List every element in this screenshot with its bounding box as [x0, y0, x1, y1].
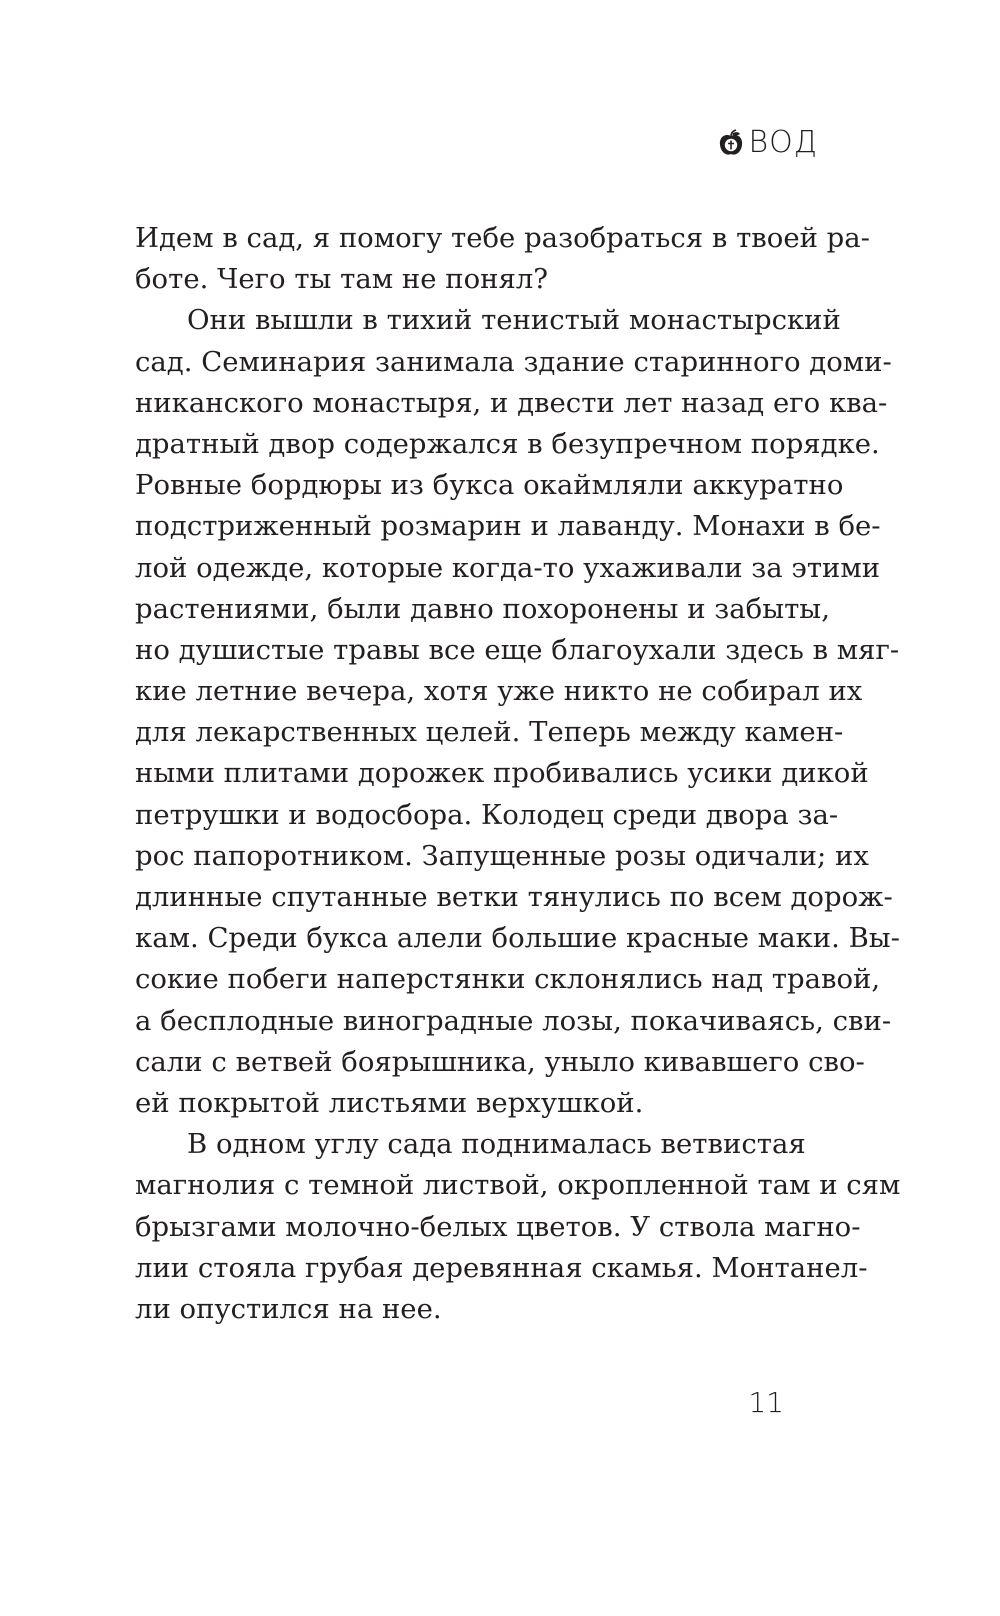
text-line: петрушки и водосбора. Колодец среди двора за- — [135, 798, 839, 831]
text-line: лой одежде, которые когда-то ухаживали за этими — [135, 551, 881, 584]
text-line: брызгами молочно-белых цветов. У ствола магно- — [135, 1210, 861, 1243]
text-line: кие летние вечера, хотя уже никто не собирал их — [135, 675, 863, 708]
paragraph — [135, 300, 900, 1124]
text-line: длинные спутанные ветки тянулись по всем дорож- — [135, 881, 893, 913]
paragraph — [135, 1124, 901, 1330]
text-line: сад. Семинария занимала здание старинного доми- — [135, 345, 892, 378]
text-line: но душистые травы все еще благоухали здесь в мяг- — [135, 633, 900, 666]
text-line: подстриженный розмарин и лаванду. Монахи в бе- — [135, 510, 881, 543]
text-line: дратный двор содержался в безупречном порядке. — [135, 427, 880, 460]
text-line: растениями, были давно похоронены и забыты, — [135, 592, 830, 625]
text-line: ей покрытой листьями верхушкой. — [135, 1086, 644, 1119]
text-line: никанского монастыря, и двести лет назад его ква- — [135, 386, 888, 419]
text-line: лии стояла грубая деревянная скамья. Монтанел- — [135, 1251, 868, 1284]
apple-cross-icon — [716, 128, 746, 158]
book-title: ВОД — [748, 125, 818, 160]
text-line: боте. Чего ты там не понял? — [135, 263, 549, 296]
paragraph — [135, 218, 870, 300]
page-number: 11 — [748, 1386, 784, 1419]
text-line: а бесплодные виноградные лозы, покачиваясь, сви- — [135, 1004, 892, 1037]
text-line: магнолия с темной листвой, окропленной там и сям — [135, 1169, 901, 1202]
running-head — [716, 125, 818, 160]
text-line: Идем в сад, я помогу тебе разобраться в твоей ра- — [135, 222, 870, 254]
text-line: Ровные бордюры из букса окаймляли аккуратно — [135, 469, 844, 502]
text-line: ными плитами дорожек пробивались усики дикой — [135, 757, 869, 790]
text-line: сокие побеги наперстянки склонялись над травой, — [135, 963, 881, 996]
text-line: ли опустился на нее. — [135, 1292, 442, 1325]
text-line: Они вышли в тихий тенистый монастырский — [187, 304, 841, 337]
text-line: кам. Среди букса алели большие красные маки. Вы- — [135, 922, 900, 955]
text-line: сали с ветвей боярышника, уныло кивавшего сво- — [135, 1045, 865, 1078]
text-line: для лекарственных целей. Теперь между камен- — [135, 716, 844, 749]
text-line: В одном углу сада поднималась ветвистая — [187, 1128, 806, 1161]
body-text — [135, 218, 901, 1330]
text-line: рос папоротником. Запущенные розы одичали; их — [135, 839, 869, 872]
